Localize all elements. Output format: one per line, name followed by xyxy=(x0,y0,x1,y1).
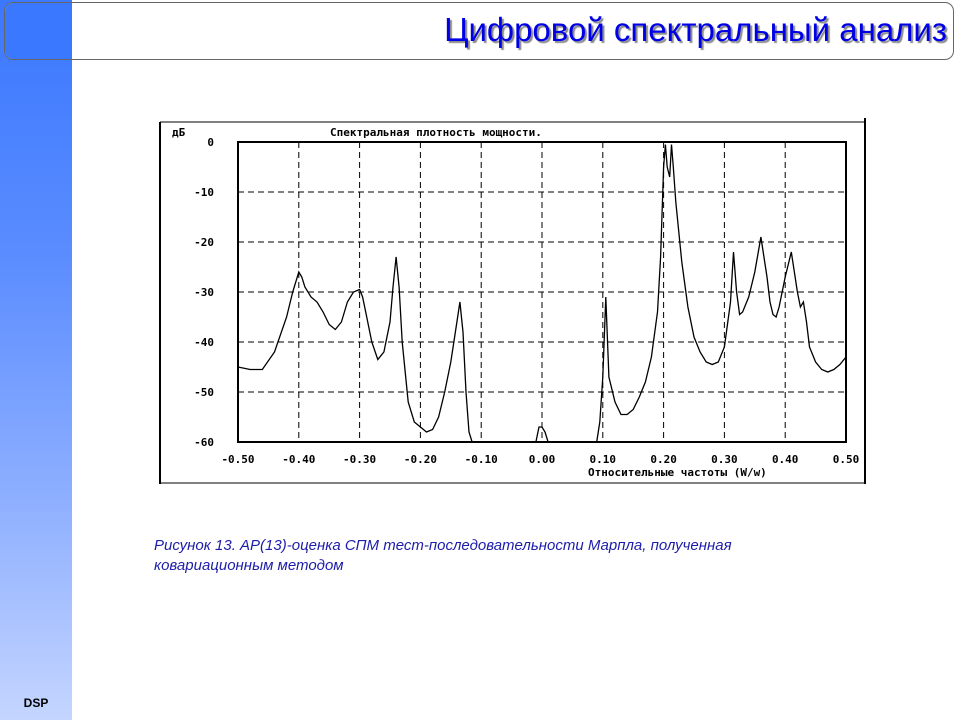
caption-line-2: ковариационным методом xyxy=(154,557,344,574)
y-axis-unit-label: дБ xyxy=(172,126,186,139)
x-axis-label: Относительные частоты (W/w) xyxy=(588,466,767,479)
y-tick-label: -50 xyxy=(194,386,214,399)
x-tick-label: -0.20 xyxy=(403,453,437,466)
title-bar xyxy=(4,2,954,60)
x-tick-label: -0.10 xyxy=(464,453,498,466)
x-tick-label: 0.10 xyxy=(589,453,617,466)
footer-label: DSP xyxy=(23,696,49,710)
x-tick-label: -0.40 xyxy=(282,453,316,466)
x-tick-label: -0.50 xyxy=(221,453,255,466)
psd-chart xyxy=(158,118,867,484)
sidebar-band xyxy=(0,0,72,720)
psd-chart-svg xyxy=(158,118,867,484)
x-tick-label: 0.20 xyxy=(650,453,677,466)
x-tick-label: 0.30 xyxy=(711,453,738,466)
title-bar-accent xyxy=(5,3,72,59)
y-tick-label: -30 xyxy=(194,286,214,299)
x-tick-label: 0.00 xyxy=(528,453,556,466)
caption-line-1: Рисунок 13. АР(13)-оценка СПМ тест-последовательности Марпла, полученная xyxy=(154,537,732,554)
y-tick-label: 0 xyxy=(207,136,214,149)
x-tick-label: 0.50 xyxy=(832,453,860,466)
x-tick-label: 0.40 xyxy=(771,453,799,466)
y-tick-label: -10 xyxy=(194,186,214,199)
figure-caption xyxy=(154,536,894,576)
chart-background xyxy=(158,118,867,484)
y-tick-label: -60 xyxy=(194,436,214,449)
x-tick-label: -0.30 xyxy=(343,453,377,466)
slide-title: Цифровой спектральный анализ xyxy=(444,11,947,48)
chart-title: Спектральная плотность мощности. xyxy=(330,126,542,139)
y-tick-label: -20 xyxy=(194,236,214,249)
y-tick-label: -40 xyxy=(194,336,214,349)
